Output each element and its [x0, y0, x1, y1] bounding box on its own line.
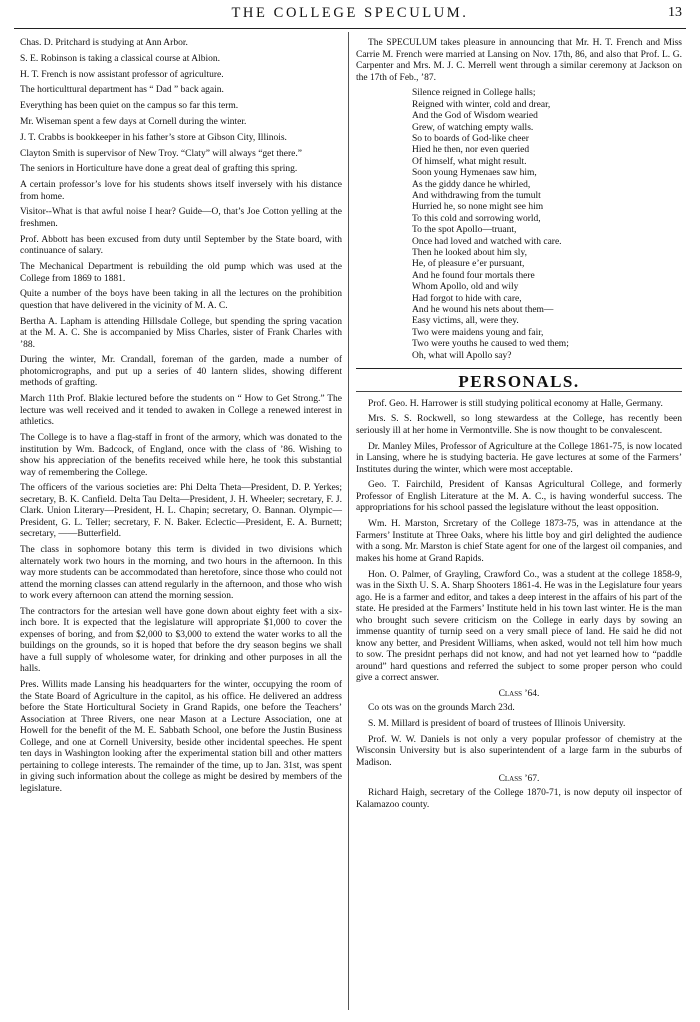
news-item: Chas. D. Pritchard is studying at Ann Arbor.	[20, 38, 188, 48]
personals-heading: PERSONALS.	[458, 372, 580, 392]
poem-line: Hied he then, nor even queried	[412, 145, 530, 156]
class-heading: Class ’64.	[498, 688, 540, 699]
class-item: S. M. Millard is president of board of trustees of Illinois University.	[368, 719, 626, 730]
news-item: The College is to have a flag-staff in front of the armory, which was donated to the institution by Wm. Badcock, of England, once with the class of ’86. Wishing to show his appreciation of the benefits received while here, he took this substantial way of remembering the College.	[20, 433, 342, 478]
header-rule	[14, 28, 686, 29]
poem-line: Once had loved and watched with care.	[412, 236, 562, 247]
news-item: S. E. Robinson is taking a classical course at Albion.	[20, 53, 221, 64]
poem-line: And the God of Wisdom wearied	[412, 111, 538, 122]
news-item: J. T. Crabbs is bookkeeper in his father’s store at Gibson City, Illinois.	[20, 132, 287, 143]
news-item: The seniors in Horticulture have done a great deal of grafting this spring.	[20, 164, 298, 175]
page-header	[0, 0, 700, 30]
poem-line: Two were youths he caused to wed them;	[412, 339, 569, 350]
section-rule	[356, 368, 682, 369]
news-item: Pres. Willits made Lansing his headquarters for the winter, occupying the room of the State Board of Agriculture in the capitol, as his office. He delivered an address before the State Horticultural Society in Grand Rapids, one before the Teachers’ Association at Three Rivers, one near Mason at a Lecture Association, one at Howell for the benefit of the M. E. Sabbath School, one before the Justin Business College, and one at Cornell University, beside other incidental speeches. He spent ten days in Washington looking after the experimental station bill and other matters pertaining to college interests. The remainder of the time, up to Jan. 31st, was spent in giving such information about the college as might be desired by members of the legislature.	[20, 680, 342, 794]
poem-line: He, of pleasure e’er pursuant,	[412, 259, 525, 270]
news-item: The class in sophomore botany this term is divided in two divisions which alternately work two hours in the morning, and two hours in the afternoon. In this way more students can be accommodated than heretofore, since those who could not attend the morning classes can attend regularly in the afternoon, and those who wish to work every afternoon can attend the morning session.	[20, 545, 342, 602]
class-item: Richard Haigh, secretary of the College 1870-71, is now deputy oil inspector of Kalamazoo county.	[356, 788, 682, 810]
right-column	[356, 38, 682, 816]
personal-item: Wm. H. Marston, Srcretary of the College 1873-75, was in attendance at the Farmers’ Institute at Three Oaks, where his little boy and girl delighted the audience with a song. Mr. Marston is chief State agent for one of the largest oil companies, and makes his home at Grand Rapids.	[356, 519, 682, 564]
poem-line: And withdrawing from the tumult	[412, 190, 541, 201]
news-item: Bertha A. Lapham is attending Hillsdale College, but spending the spring vacation at the M. A. C. She is accompanied by Miss Charles, sister of Frank Charles with ’88.	[20, 316, 342, 350]
news-item: The horticulttural department has “ Dad ” back again.	[20, 85, 224, 96]
poem-line: Then he looked about him sly,	[412, 247, 527, 258]
news-item: Visitor--What is that awful noise I hear? Guide—O, that’s Joe Cotton yelling at the freshmen.	[20, 207, 342, 229]
poem-line: Of himself, what might result.	[412, 156, 527, 167]
class-item: Prof. W. W. Daniels is not only a very popular professor of chemistry at the Wisconsin University but is also superintendent of a large farm in the suburbs of Madison.	[356, 734, 682, 768]
news-item: Quite a number of the boys have been taking in all the lectures on the prohibition question that have delivered in the vicinity of M. A. C.	[20, 289, 342, 311]
class-heading: Class ’67.	[498, 773, 540, 784]
poem-line: Easy victims, all, were they.	[412, 316, 519, 327]
running-title: THE COLLEGE SPECULUM.	[231, 5, 469, 21]
news-item: Everything has been quiet on the campus so far this term.	[20, 101, 239, 112]
poem-line: So to boards of God-like cheer	[412, 133, 529, 144]
personal-item: Hon. O. Palmer, of Grayling, Crawford Co., was a student at the college 1858-9, was in the Sixth U. S. A. Sharp Shooters 1861-4. He was in the Legislature four years ago. He is a farmer and editor, and takes a deep interest in the affairs of his part of the state. He presided at the Farmers’ Institute held in his town last winter. He is the man who brought such severe criticism on the College in early days by sowing an immense quantity of turnip seed on a very small piece of land. He said he did not know any better, and President Williams, when asked, would not tell him how much to sow. The presidnt perhaps did not know, and had not yet learned how to “paddle around” hard questions and referred the subject to some proper person who could give a correct answer.	[356, 569, 682, 684]
news-item: Mr. Wiseman spent a few days at Cornell during the winter.	[20, 116, 247, 127]
poem-line: Two were maidens young and fair,	[412, 327, 544, 338]
poem-line: Whom Apollo, old and wily	[412, 282, 519, 293]
news-item: The officers of the various societies are: Phi Delta Theta—President, D. P. Yerkes; secretary, B. K. Canfield. Delta Tau Delta—President, J. H. Wheeler; secretary, F. J. Clark. Union Literary—President, H. L. Chapin; secretary, O. Bannan. Olympic—President, G. L. Teller; secretary, F. N. Baker. Eclectic—President, E. A. Burnett; secretary, ——Butterfield.	[20, 483, 342, 540]
personal-item: Geo. T. Fairchild, President of Kansas Agricultural College, and formerly Professor of English Literature at the M. A. C., is having wonderful success. The appropriations for his school passed the legislature without the least opposition.	[356, 480, 682, 514]
poem-line: Hurried he, so none might see him	[412, 202, 544, 213]
poem-line: And he found four mortals there	[412, 270, 535, 281]
news-item: March 11th Prof. Blakie lectured before the students on “ How to Get Strong.” The lecture was well received and it tended to awaken in College a renewed interest in athletics.	[20, 394, 342, 428]
poem	[412, 88, 682, 362]
poem-line: Oh, what will Apollo say?	[412, 350, 512, 361]
personal-item: Mrs. S. S. Rockwell, so long stewardess at the College, has recently been seriously ill at her home in Vermontville. She is now thought to be convalescent.	[356, 414, 682, 436]
wedding-announcement: The SPECULUM takes pleasure in announcing that Mr. H. T. French and Miss Carrie M. French were married at Lansing on Nov. 17th, 86, and also that Prof. L. G. Carpenter and Mrs. M. J. C. Merrell went through a similar ceremony at Jackson on the 17th of Feb., ’87.	[356, 38, 682, 83]
personal-item: Prof. Geo. H. Harrower is still studying political economy at Halle, Germany.	[368, 398, 663, 409]
poem-line: To the spot Apollo—truant,	[412, 225, 517, 236]
news-item: The Mechanical Department is rebuilding the old pump which was used at the College from 1869 to 1881.	[20, 262, 342, 284]
poem-line: Soon young Hymenaes saw him,	[412, 168, 537, 179]
poem-line: Reigned with winter, cold and drear,	[412, 99, 551, 110]
news-item: During the winter, Mr. Crandall, foreman of the garden, made a number of photomicrographs, and put up a series of 40 lantern slides, showing different methods of grafting.	[20, 355, 342, 389]
poem-line: As the giddy dance he whirled,	[412, 179, 531, 190]
poem-line: Silence reigned in College halls;	[412, 88, 536, 99]
poem-line: To this cold and sorrowing world,	[412, 213, 541, 224]
personal-item: Dr. Manley Miles, Professor of Agriculture at the College 1861-75, is now located in Lansing, where he is studying bacteria. He gave lectures at some of the Farmers’ Institutes during the winter, which were most acceptable.	[356, 441, 682, 475]
news-item: Clayton Smith is supervisor of New Troy. “Claty” will always “get there.”	[20, 148, 302, 159]
class-item: Co ots was on the grounds March 23d.	[368, 703, 515, 714]
news-item: A certain professor’s love for his students shows itself inversely with his distance from home.	[20, 180, 342, 202]
poem-line: Had forgot to hide with care,	[412, 293, 522, 304]
news-item: H. T. French is now assistant professor of agriculture.	[20, 69, 224, 80]
poem-line: Grew, of watching empty walls.	[412, 122, 534, 133]
column-divider	[348, 32, 349, 1010]
news-item: Prof. Abbott has been excused from duty until September by the State board, with continuance of salary.	[20, 234, 342, 257]
page-number: 13	[668, 5, 682, 20]
news-item: The contractors for the artesian well have gone down about eighty feet with a six-inch bore. It is expected that the legislature will appropriate $1,000 to cover the expenses of boring, and from $2,000 to $3,000 to extend the water works to all the buildings on the grounds, so it is hoped that before the dry season begins we shall have a full supply of wholesome water, for drinking and other purposes in all the halls.	[20, 606, 342, 675]
poem-line: And he wound his nets about them—	[412, 305, 554, 316]
left-column	[20, 38, 342, 800]
